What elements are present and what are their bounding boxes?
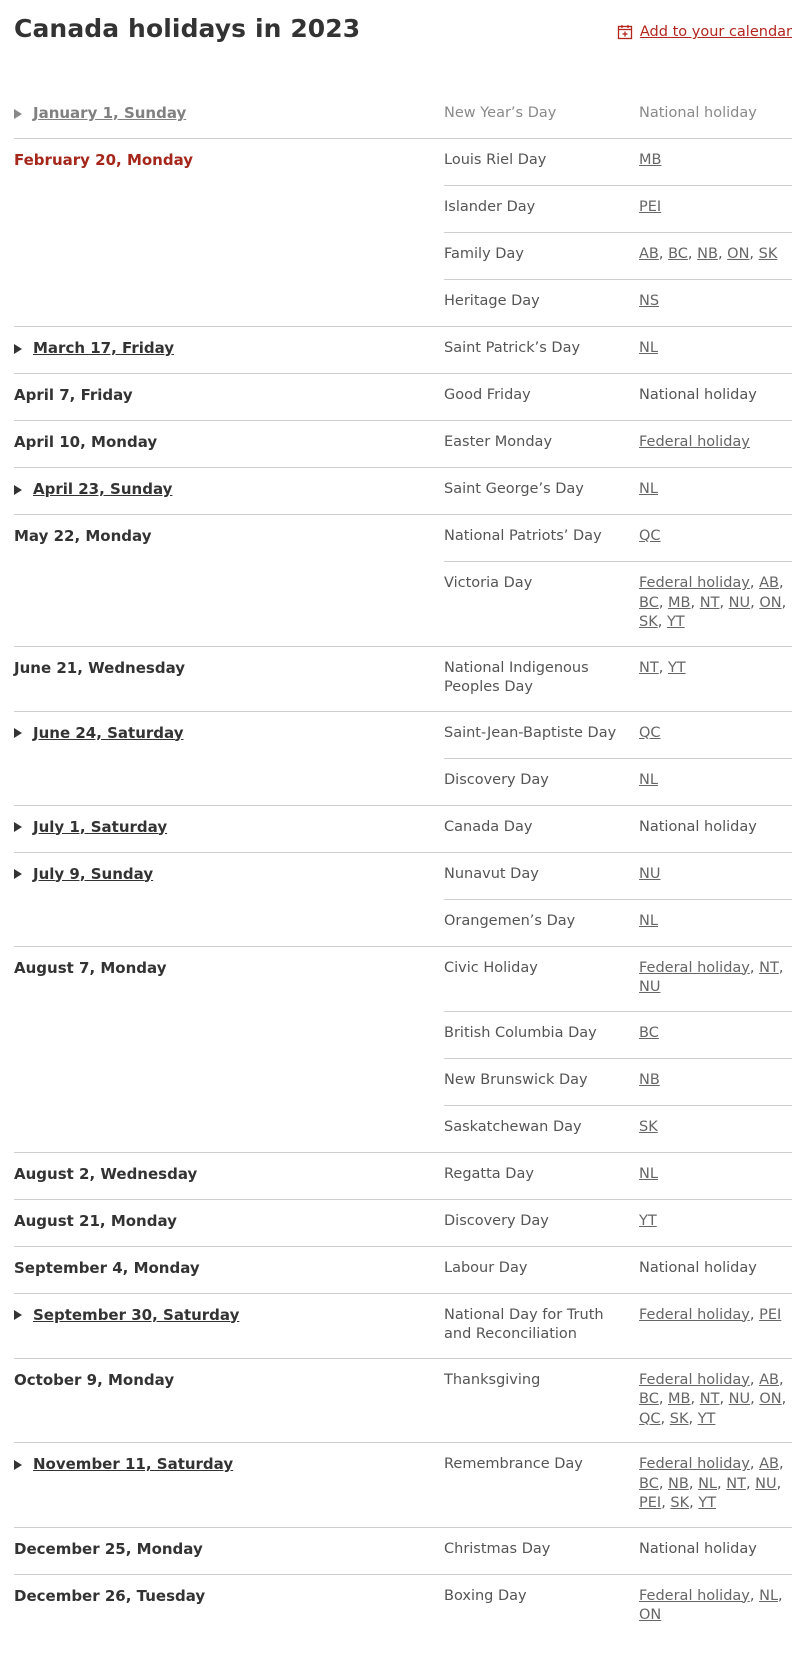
- add-to-calendar-label: Add to your calendar: [639, 24, 792, 40]
- separator: ,: [717, 246, 728, 262]
- holiday-row: [444, 279, 792, 326]
- holiday-name: National Indigenous Peoples Day: [444, 659, 589, 695]
- date-group: [14, 1442, 792, 1527]
- add-to-calendar-link[interactable]: [617, 24, 792, 40]
- holiday-name: Nunavut Day: [444, 865, 539, 882]
- date-toggle[interactable]: [14, 1455, 233, 1473]
- holiday-rows: [444, 421, 792, 467]
- holiday-row: [444, 1153, 792, 1199]
- holiday-type: [639, 198, 792, 219]
- region-link[interactable]: NL: [639, 340, 658, 356]
- date-label: [14, 1259, 200, 1277]
- separator: ,: [658, 1475, 669, 1492]
- date-toggle[interactable]: [14, 339, 174, 357]
- date-label: [14, 1165, 197, 1183]
- holiday-type: [639, 1371, 792, 1430]
- region-link[interactable]: NL: [639, 912, 658, 929]
- separator: ,: [690, 1391, 700, 1407]
- region-link[interactable]: NL: [639, 771, 658, 788]
- holiday-row: [444, 1528, 792, 1574]
- holiday-row: [444, 1575, 792, 1639]
- region-link[interactable]: Federal holiday: [639, 1587, 750, 1604]
- date-group: [14, 138, 792, 326]
- holiday-name: Regatta Day: [444, 1165, 534, 1182]
- region-link[interactable]: NS: [639, 293, 660, 309]
- region-link[interactable]: NU: [728, 594, 751, 611]
- holiday-type: [639, 1071, 792, 1092]
- holiday-name: British Columbia Day: [444, 1024, 597, 1041]
- region-link[interactable]: BC: [639, 594, 659, 611]
- expand-triangle-icon[interactable]: [14, 822, 22, 832]
- date-toggle[interactable]: [14, 480, 172, 498]
- holiday-name: New Year’s Day: [444, 105, 557, 121]
- holiday-type: [639, 1259, 792, 1280]
- date-text: September 4, Monday: [14, 1258, 200, 1277]
- holiday-type: [639, 959, 792, 998]
- date-group: [14, 946, 792, 1152]
- holiday-type: [639, 292, 792, 313]
- holiday-list: [0, 92, 806, 1639]
- separator: ,: [778, 959, 784, 976]
- date-group: [14, 1199, 792, 1246]
- holiday-rows: [444, 139, 792, 326]
- holiday-row: [444, 947, 792, 1011]
- region-link[interactable]: NL: [639, 1165, 658, 1182]
- holiday-rows: [444, 515, 792, 646]
- separator: ,: [778, 1371, 784, 1388]
- holiday-name: Saskatchewan Day: [444, 1118, 582, 1135]
- separator: ,: [778, 1587, 783, 1604]
- holiday-type-text: National holiday: [639, 1259, 757, 1276]
- holiday-row: [444, 853, 792, 899]
- holiday-row: [444, 1247, 792, 1293]
- separator: ,: [745, 1475, 756, 1492]
- date-text[interactable]: June 24, Saturday: [33, 723, 184, 742]
- holiday-row: [444, 232, 792, 279]
- date-label: [14, 959, 166, 977]
- date-text[interactable]: March 17, Friday: [33, 339, 175, 357]
- holiday-rows: [444, 1359, 792, 1443]
- holiday-rows: [444, 647, 792, 711]
- separator: ,: [688, 1410, 698, 1427]
- region-link[interactable]: PEI: [639, 1495, 662, 1511]
- holiday-row: [444, 468, 792, 514]
- date-group: [14, 805, 792, 852]
- separator: ,: [661, 1495, 671, 1511]
- holiday-type: [639, 1540, 792, 1561]
- holiday-row: [444, 758, 792, 805]
- holiday-row: [444, 712, 792, 758]
- holiday-type: [639, 574, 792, 633]
- date-group: [14, 646, 792, 711]
- date-group: [14, 92, 792, 138]
- date-label: [14, 1212, 177, 1230]
- holiday-row: [444, 1294, 792, 1358]
- holiday-row: [444, 1443, 792, 1527]
- separator: ,: [658, 594, 669, 611]
- holiday-type: [639, 1118, 792, 1139]
- date-group: [14, 326, 792, 373]
- separator: ,: [778, 1456, 784, 1472]
- region-link[interactable]: BC: [639, 1391, 659, 1407]
- region-link[interactable]: Federal holiday: [639, 434, 750, 450]
- region-link[interactable]: QC: [639, 724, 661, 741]
- region-link[interactable]: SK: [639, 614, 658, 630]
- separator: ,: [687, 246, 698, 262]
- date-group: [14, 467, 792, 514]
- holiday-name: National Day for Truth and Reconciliation: [444, 1306, 604, 1342]
- holiday-name: Saint Patrick’s Day: [444, 340, 581, 356]
- expand-triangle-icon[interactable]: [14, 1310, 22, 1320]
- region-link[interactable]: MB: [668, 594, 691, 611]
- separator: ,: [749, 575, 760, 591]
- date-toggle[interactable]: [14, 724, 183, 742]
- region-link[interactable]: SK: [669, 1410, 689, 1427]
- date-label: [14, 527, 151, 545]
- region-link[interactable]: QC: [639, 1410, 661, 1427]
- holiday-type: [639, 386, 792, 407]
- region-link[interactable]: MB: [668, 1391, 691, 1407]
- holiday-type: [639, 151, 792, 172]
- separator: ,: [778, 575, 784, 591]
- holiday-type-text: National holiday: [639, 818, 757, 835]
- date-label: [14, 659, 185, 677]
- date-group: [14, 1246, 792, 1293]
- separator: ,: [749, 959, 760, 976]
- holiday-row: [444, 1200, 792, 1246]
- holiday-name: Louis Riel Day: [444, 152, 547, 168]
- separator: ,: [658, 659, 668, 676]
- holiday-type: [639, 104, 792, 125]
- date-text[interactable]: July 1, Saturday: [33, 817, 168, 836]
- date-text: February 20, Monday: [14, 151, 194, 169]
- date-group: [14, 852, 792, 946]
- expand-triangle-icon[interactable]: [14, 869, 22, 879]
- region-link[interactable]: Federal holiday: [639, 959, 750, 976]
- date-group: [14, 1358, 792, 1443]
- date-group: [14, 373, 792, 420]
- holiday-name: Remembrance Day: [444, 1456, 583, 1472]
- holiday-row: [444, 899, 792, 946]
- holiday-type-text: National holiday: [639, 105, 757, 121]
- holiday-row: [444, 1011, 792, 1058]
- separator: ,: [688, 1475, 699, 1492]
- region-link[interactable]: YT: [666, 614, 685, 630]
- date-text[interactable]: January 1, Sunday: [33, 104, 187, 122]
- holiday-name: Orangemen’s Day: [444, 912, 576, 929]
- separator: ,: [749, 1587, 760, 1604]
- region-link[interactable]: BC: [639, 1475, 659, 1492]
- holiday-row: [444, 1359, 792, 1443]
- separator: ,: [719, 1391, 729, 1407]
- holiday-type-text: National holiday: [639, 387, 757, 403]
- holiday-rows: [444, 327, 792, 373]
- holiday-type: [639, 480, 792, 501]
- holiday-name: Heritage Day: [444, 293, 540, 309]
- holiday-row: [444, 421, 792, 467]
- region-link[interactable]: NU: [639, 865, 661, 882]
- holiday-rows: [444, 806, 792, 852]
- holiday-type: [639, 771, 792, 792]
- date-text: June 21, Wednesday: [14, 658, 186, 677]
- date-toggle[interactable]: [14, 1306, 239, 1324]
- date-group: [14, 1152, 792, 1199]
- holiday-type: [639, 1024, 792, 1045]
- holiday-type: [639, 659, 792, 698]
- holiday-name: New Brunswick Day: [444, 1071, 588, 1088]
- holiday-row: [444, 327, 792, 373]
- holiday-row: [444, 515, 792, 561]
- date-toggle[interactable]: [14, 865, 153, 883]
- holiday-name: National Patriots’ Day: [444, 528, 602, 544]
- holiday-row: [444, 374, 792, 420]
- separator: ,: [750, 1391, 760, 1407]
- holiday-rows: [444, 1247, 792, 1293]
- holiday-row: [444, 139, 792, 185]
- region-link[interactable]: AB: [759, 1371, 779, 1388]
- region-link[interactable]: SK: [639, 1118, 658, 1135]
- separator: ,: [749, 1456, 760, 1472]
- separator: ,: [657, 614, 667, 630]
- date-group: [14, 711, 792, 805]
- holiday-type: [639, 724, 792, 745]
- date-label: [14, 1540, 203, 1558]
- separator: ,: [749, 1306, 760, 1323]
- date-text: December 26, Tuesday: [14, 1586, 206, 1605]
- holiday-name: Discovery Day: [444, 771, 549, 788]
- holiday-row: [444, 561, 792, 646]
- date-group: [14, 1574, 792, 1639]
- region-link[interactable]: Federal holiday: [639, 1456, 750, 1472]
- separator: ,: [776, 1475, 782, 1492]
- holiday-name: Family Day: [444, 246, 524, 262]
- holiday-type: [639, 433, 792, 454]
- holiday-rows: [444, 1528, 792, 1574]
- region-link[interactable]: Federal holiday: [639, 1371, 750, 1388]
- region-link[interactable]: NT: [759, 959, 779, 976]
- holiday-type: [639, 339, 792, 360]
- region-link[interactable]: ON: [759, 594, 782, 611]
- date-text: August 7, Monday: [14, 958, 167, 977]
- date-text[interactable]: July 9, Sunday: [33, 864, 154, 883]
- holiday-type: [639, 912, 792, 933]
- date-text: May 22, Monday: [14, 527, 152, 545]
- date-text: April 7, Friday: [14, 386, 133, 404]
- date-text[interactable]: November 11, Saturday: [33, 1455, 234, 1473]
- expand-triangle-icon[interactable]: [14, 109, 22, 119]
- expand-triangle-icon[interactable]: [14, 1460, 22, 1470]
- date-text[interactable]: April 23, Sunday: [33, 480, 173, 498]
- date-text[interactable]: September 30, Saturday: [33, 1305, 240, 1324]
- holiday-name: Thanksgiving: [444, 1371, 541, 1388]
- region-link[interactable]: SK: [758, 246, 778, 262]
- holiday-rows: [444, 468, 792, 514]
- holiday-rows: [444, 712, 792, 805]
- region-link[interactable]: QC: [639, 528, 661, 544]
- holiday-row: [444, 92, 792, 138]
- region-link[interactable]: ON: [727, 246, 750, 262]
- holiday-rows: [444, 1443, 792, 1527]
- holiday-rows: [444, 92, 792, 138]
- region-link[interactable]: ON: [639, 1607, 662, 1623]
- holiday-type: [639, 865, 792, 886]
- date-toggle[interactable]: [14, 818, 167, 836]
- region-link[interactable]: YT: [698, 1495, 717, 1511]
- region-link[interactable]: NL: [759, 1587, 779, 1604]
- date-text: April 10, Monday: [14, 433, 158, 451]
- region-link[interactable]: ON: [759, 1391, 782, 1407]
- date-group: [14, 514, 792, 646]
- holiday-type: [639, 818, 792, 839]
- region-link[interactable]: NU: [728, 1391, 751, 1407]
- holiday-name: Christmas Day: [444, 1540, 551, 1557]
- date-label: [14, 151, 193, 169]
- holiday-name: Saint-Jean-Baptiste Day: [444, 724, 617, 741]
- holiday-type: [639, 1212, 792, 1233]
- calendar-add-icon: [617, 24, 633, 40]
- date-text: August 2, Wednesday: [14, 1164, 198, 1183]
- separator: ,: [689, 1495, 699, 1511]
- holiday-type: [639, 1165, 792, 1186]
- date-group: [14, 1527, 792, 1574]
- holiday-type: [639, 1587, 792, 1626]
- holiday-type: [639, 245, 792, 266]
- separator: ,: [749, 246, 759, 262]
- separator: ,: [717, 1475, 727, 1492]
- region-link[interactable]: SK: [670, 1495, 690, 1511]
- region-link[interactable]: NT: [639, 659, 659, 676]
- holiday-rows: [444, 374, 792, 420]
- region-link[interactable]: AB: [639, 246, 659, 262]
- region-link[interactable]: NT: [699, 594, 720, 611]
- region-link[interactable]: NB: [668, 1475, 689, 1492]
- region-link[interactable]: BC: [668, 246, 688, 262]
- holiday-name: Good Friday: [444, 387, 531, 403]
- region-link[interactable]: NB: [639, 1071, 660, 1088]
- region-link[interactable]: Federal holiday: [639, 575, 750, 591]
- holiday-name: Victoria Day: [444, 575, 533, 591]
- region-link[interactable]: AB: [759, 1456, 779, 1472]
- separator: ,: [781, 594, 787, 611]
- region-link[interactable]: BC: [639, 1024, 659, 1041]
- page-title: Canada holidays in 2023: [14, 14, 361, 43]
- region-link[interactable]: NU: [755, 1475, 777, 1492]
- date-group: [14, 420, 792, 467]
- date-label: [14, 1587, 205, 1605]
- date-text: October 9, Monday: [14, 1370, 175, 1389]
- holiday-type: [639, 1306, 792, 1345]
- region-link[interactable]: MB: [639, 152, 662, 168]
- separator: ,: [719, 594, 729, 611]
- separator: ,: [690, 594, 700, 611]
- region-link[interactable]: NT: [699, 1391, 720, 1407]
- region-link[interactable]: PEI: [639, 199, 662, 215]
- holiday-row: [444, 647, 792, 711]
- holiday-row: [444, 185, 792, 232]
- holiday-name: Canada Day: [444, 818, 533, 835]
- separator: ,: [781, 1391, 787, 1407]
- region-link[interactable]: PEI: [759, 1306, 782, 1323]
- holiday-rows: [444, 1200, 792, 1246]
- holiday-row: [444, 1105, 792, 1152]
- holiday-name: Saint George’s Day: [444, 481, 584, 497]
- expand-triangle-icon[interactable]: [14, 485, 22, 495]
- expand-triangle-icon[interactable]: [14, 728, 22, 738]
- date-text: December 25, Monday: [14, 1539, 203, 1558]
- holiday-name: Easter Monday: [444, 434, 553, 450]
- holiday-rows: [444, 1294, 792, 1358]
- holiday-row: [444, 806, 792, 852]
- region-link[interactable]: NT: [726, 1475, 746, 1492]
- region-link[interactable]: YT: [697, 1410, 716, 1427]
- date-toggle[interactable]: [14, 104, 186, 122]
- region-link[interactable]: NL: [639, 481, 658, 497]
- holiday-rows: [444, 853, 792, 946]
- expand-triangle-icon[interactable]: [14, 344, 22, 354]
- date-label: [14, 1371, 174, 1389]
- holiday-row: [444, 1058, 792, 1105]
- date-label: [14, 386, 133, 404]
- holiday-type: [639, 527, 792, 548]
- separator: ,: [658, 1391, 669, 1407]
- region-link[interactable]: YT: [667, 659, 686, 676]
- separator: ,: [750, 594, 760, 611]
- date-label: [14, 433, 157, 451]
- holiday-name: Islander Day: [444, 199, 536, 215]
- holiday-name: Discovery Day: [444, 1212, 549, 1229]
- date-text: August 21, Monday: [14, 1211, 177, 1230]
- region-link[interactable]: YT: [639, 1212, 657, 1229]
- holiday-name: Boxing Day: [444, 1587, 527, 1604]
- holiday-rows: [444, 1153, 792, 1199]
- region-link[interactable]: AB: [759, 575, 779, 591]
- holiday-name: Civic Holiday: [444, 959, 538, 976]
- holiday-rows: [444, 947, 792, 1152]
- region-link[interactable]: NL: [698, 1475, 717, 1492]
- page-header: [0, 0, 806, 92]
- region-link[interactable]: NU: [639, 979, 661, 995]
- holiday-name: Labour Day: [444, 1259, 528, 1276]
- region-link[interactable]: NB: [697, 246, 718, 262]
- separator: ,: [749, 1371, 760, 1388]
- region-link[interactable]: Federal holiday: [639, 1306, 750, 1323]
- date-group: [14, 1293, 792, 1358]
- holiday-type: [639, 1455, 792, 1514]
- separator: ,: [658, 246, 669, 262]
- separator: ,: [660, 1410, 670, 1427]
- holiday-rows: [444, 1575, 792, 1639]
- holiday-type-text: National holiday: [639, 1540, 757, 1557]
